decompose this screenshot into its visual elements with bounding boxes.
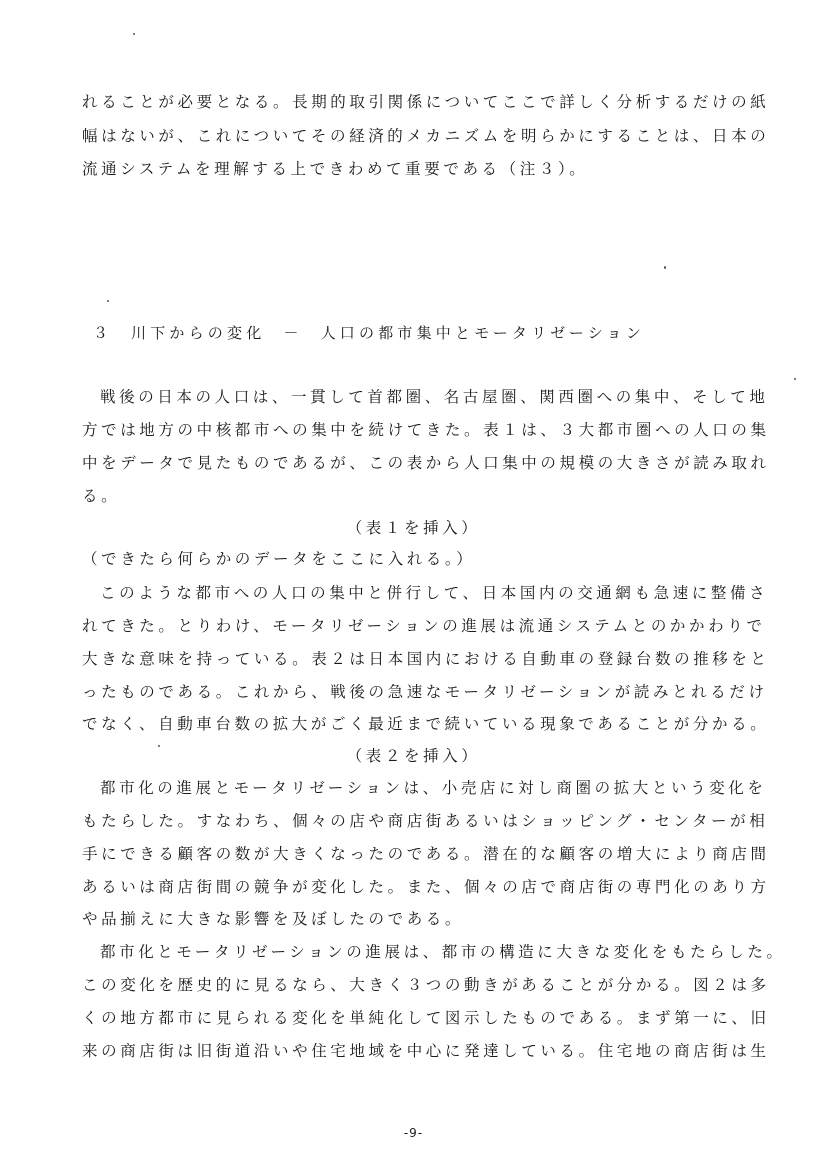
section-heading (93, 323, 645, 343)
scan-speck (664, 266, 666, 269)
body-line: れることが必要となる。長期的取引関係についてここで詳しく分析するだけの紙 (82, 93, 770, 111)
body-line: 戦後の日本の人口は、一貫して首都圏、名古屋圏、関西圏への集中、そして地 (100, 388, 769, 406)
scan-speck (794, 378, 796, 380)
section-title-left: 川下からの変化 (131, 324, 266, 342)
body-line: このような都市への人口の集中と併行して、日本国内の交通網も急速に整備さ (100, 584, 769, 602)
body-line: や品揃えに大きな影響を及ぼしたのである。 (82, 910, 465, 928)
body-line: 流通システムを理解する上できわめて重要である（注３）。 (82, 160, 589, 178)
body-line: あるいは商店街間の競争が変化した。また、個々の店で商店街の専門化のあり方 (82, 878, 770, 896)
scan-speck (133, 33, 135, 35)
body-line: くの地方都市に見られる変化を単純化して図示したものである。まず第一に、旧 (82, 1009, 770, 1027)
table-insert-note: （表１を挿入） (346, 519, 481, 537)
body-line: ったものである。これから、戦後の急速なモータリゼーションが読みとれるだけ (82, 683, 768, 701)
scan-speck (158, 745, 160, 747)
body-line: 大きな意味を持っている。表２は日本国内における自動車の登録台数の推移をと (82, 650, 770, 668)
body-line: 来の商店街は旧街道沿いや住宅地域を中心に発達している。住宅地の商店街は生 (82, 1042, 770, 1060)
body-line: れてきた。とりわけ、モータリゼーションの進展は流通システムとのかかわりで (82, 617, 766, 635)
body-line: もたらした。すなわち、個々の店や商店街あるいはショッピング・センターが相 (82, 812, 769, 830)
body-line: この変化を歴史的に見るなら、大きく３つの動きがあることが分かる。図２は多 (82, 976, 770, 994)
body-line: 中をデータで見たものであるが、この表から人口集中の規模の大きさが読み取れ (82, 454, 770, 472)
body-line: 幅はないが、これについてその経済的メカニズムを明らかにすることは、日本の (82, 127, 770, 145)
body-line: 都市化の進展とモータリゼーションは、小売店に対し商圏の拡大という変化を (100, 779, 767, 797)
section-title-right: 人口の都市集中とモータリゼーション (320, 324, 646, 342)
page-number: -9- (403, 1126, 424, 1140)
body-line: る。 (82, 487, 121, 505)
data-note: （できたら何らかのデータをここに入れる。） (82, 550, 476, 568)
section-dash: － (283, 324, 303, 342)
body-line: 都市化とモータリゼーションの進展は、都市の構造に大きな変化をもたらした。 (100, 943, 786, 961)
scan-speck (107, 300, 109, 302)
body-line: 手にできる顧客の数が大きくなったのである。潜在的な顧客の増大により商店間 (82, 845, 770, 863)
section-number: ３ (93, 324, 113, 342)
body-line: 方では地方の中核都市への集中を続けてきた。表１は、３大都市圏への人口の集 (82, 421, 770, 439)
table-insert-note: （表２を挿入） (346, 747, 481, 765)
body-line: でなく、自動車台数の拡大がごく最近まで続いている現象であることが分かる。 (82, 715, 770, 733)
